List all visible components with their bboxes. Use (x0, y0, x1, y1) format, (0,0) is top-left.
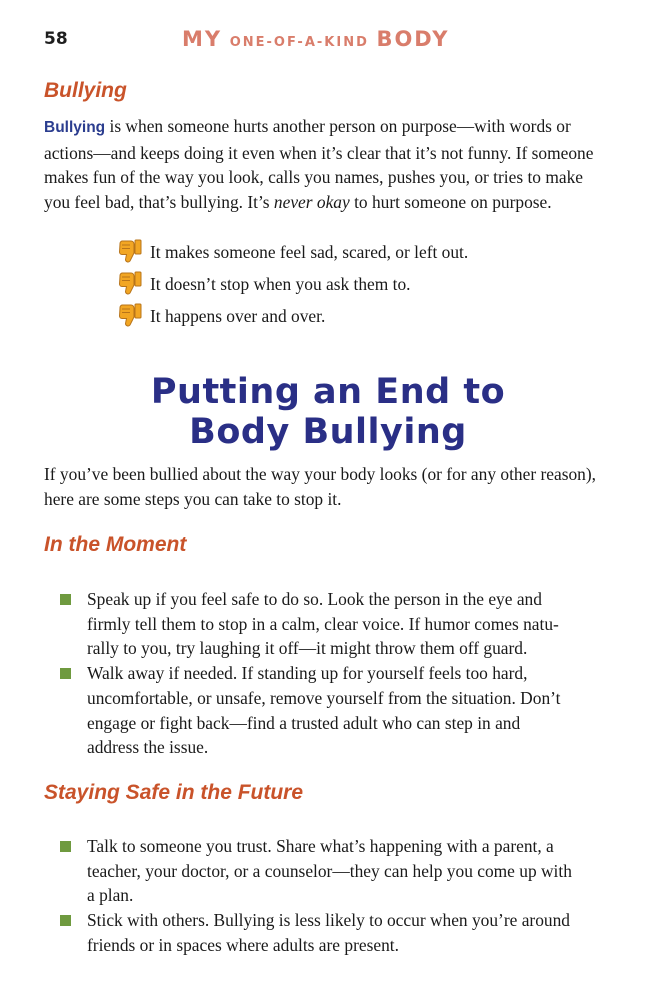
running-head-my: MY (182, 27, 223, 51)
bullying-sign-text: It makes someone feel sad, scared, or left out. (150, 241, 469, 262)
list-line: Talk to someone you trust. Share what’s happening with a parent, a (87, 836, 554, 856)
staying-safe-heading: Staying Safe in the Future (44, 781, 304, 804)
in-the-moment-heading: In the Moment (44, 533, 187, 556)
staying-safe-list (60, 834, 620, 958)
list-item (118, 236, 468, 268)
main-heading (0, 372, 656, 452)
square-bullet-icon (60, 594, 71, 605)
thumbs-down-icon (118, 270, 144, 298)
main-heading-line: Putting an End to (150, 372, 506, 412)
list-line: teacher, your doctor, or a counselor—they can help you come up with (87, 860, 572, 881)
list-line: uncomfortable, or unsafe, remove yourself from the situation. Don’t (87, 687, 561, 708)
thumbs-down-icon (118, 238, 144, 266)
list-line: engage or fight back—find a trusted adult who can step in and (87, 712, 521, 733)
square-bullet-icon (60, 915, 71, 926)
intro-line: here are some steps you can take to stop it. (44, 488, 342, 509)
list-line: rally to you, try laughing it off—it might throw them off guard. (87, 638, 528, 659)
list-line: firmly tell them to stop in a calm, clear voice. If humor comes natu- (87, 613, 559, 634)
running-head-body: BODY (376, 27, 450, 51)
in-the-moment-list (60, 587, 620, 760)
bullying-sign-text: It happens over and over. (150, 305, 326, 326)
square-bullet-icon (60, 841, 71, 852)
list-item (60, 908, 620, 957)
intro-paragraph (44, 462, 618, 511)
bullying-line: you feel bad, that’s bullying. It’s (44, 191, 274, 212)
running-head (182, 27, 449, 51)
thumbs-down-icon (118, 302, 144, 330)
list-item (118, 268, 468, 300)
page-number: 58 (44, 29, 68, 49)
list-line: a plan. (87, 885, 134, 906)
list-item (60, 587, 620, 661)
square-bullet-icon (60, 668, 71, 679)
intro-line: If you’ve been bullied about the way your body looks (or for any other reason), (44, 464, 596, 484)
list-item (118, 300, 468, 332)
bullying-term: Bullying (44, 119, 106, 136)
list-line: friends or in spaces where adults are present. (87, 934, 399, 955)
running-head-middle: ONE-OF-A-KIND (229, 35, 369, 50)
list-item (60, 661, 620, 760)
list-item-text (87, 661, 560, 760)
bullying-line: makes fun of the way you look, calls you names, pushes you, or tries to make (44, 167, 583, 187)
bullying-line: actions—and keeps doing it even when it’s clear that it’s not funny. If someone (44, 142, 594, 163)
list-line: Speak up if you feel safe to do so. Look the person in the eye and (87, 589, 542, 609)
list-item (60, 834, 620, 908)
bullying-line: is when someone hurts another person on purpose—with words or (105, 116, 571, 136)
emphasis: never okay (273, 191, 350, 212)
list-line: Walk away if needed. If standing up for yourself feels too hard, (87, 663, 528, 684)
bullying-sign-text: It doesn’t stop when you ask them to. (150, 273, 411, 294)
list-item-text (87, 908, 570, 957)
bullying-line: to hurt someone on purpose. (349, 191, 552, 212)
bullying-heading: Bullying (44, 79, 127, 102)
main-heading-line: Body Bullying (189, 412, 467, 452)
list-line: address the issue. (87, 737, 209, 758)
list-item-text (87, 587, 559, 661)
list-item-text (87, 834, 572, 908)
bullying-signs-list (118, 236, 468, 332)
list-line: Stick with others. Bullying is less likely to occur when you’re around (87, 910, 570, 931)
bullying-paragraph (44, 114, 618, 214)
